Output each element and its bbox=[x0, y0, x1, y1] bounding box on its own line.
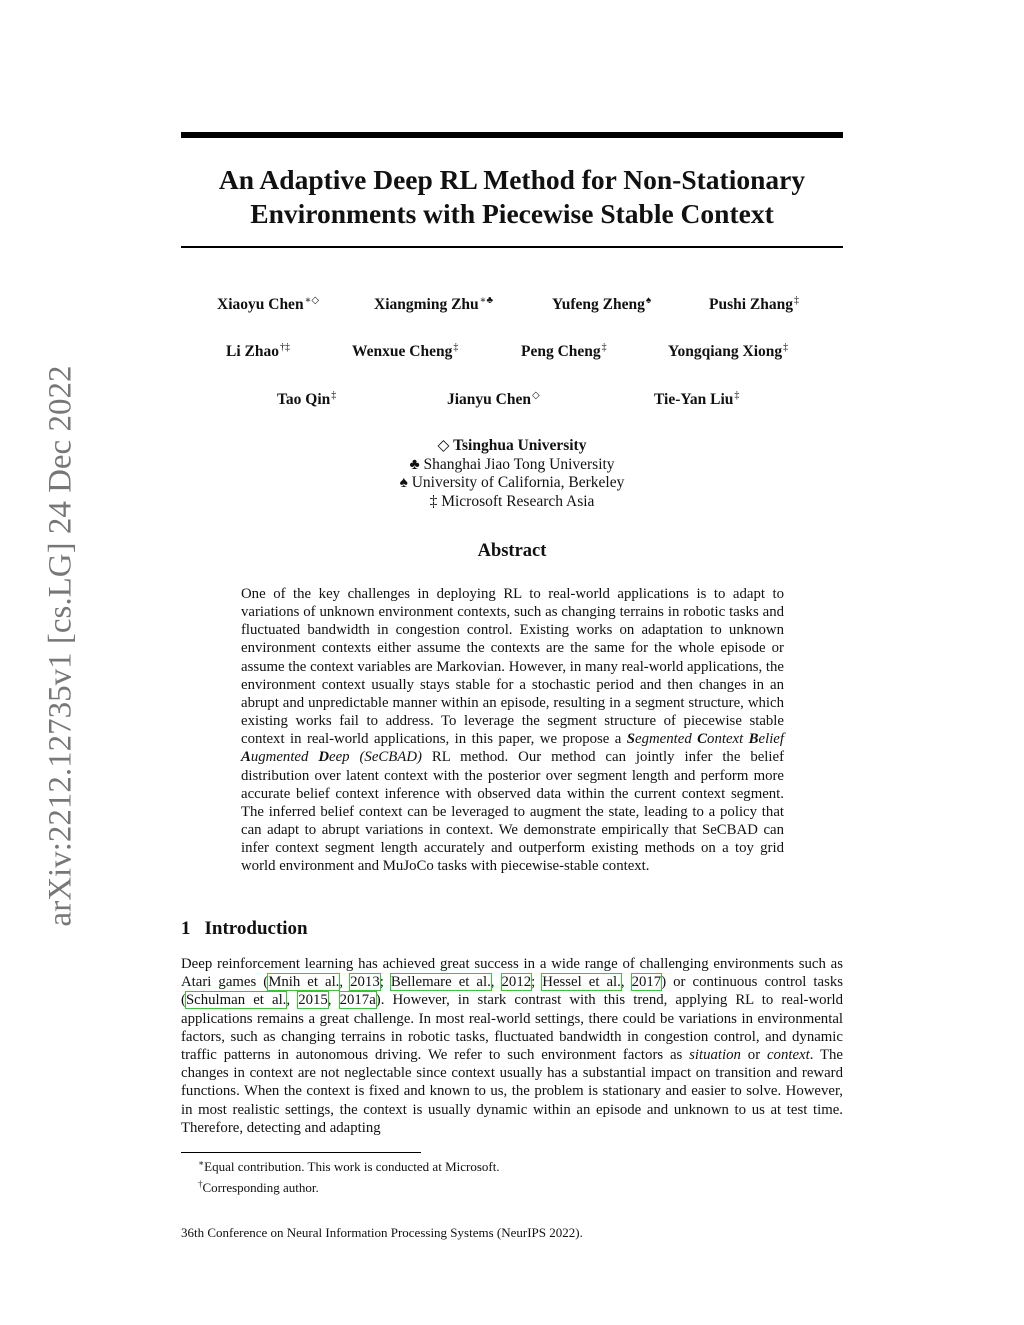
author-name: Xiangming Zhu bbox=[374, 296, 479, 313]
author-tie-yan-liu bbox=[654, 390, 739, 409]
author-affiliation-mark: ◇ bbox=[532, 390, 540, 401]
affiliation-name: Shanghai Jiao Tong University bbox=[423, 455, 615, 473]
emphasized-term: situation bbox=[689, 1047, 741, 1064]
author-name: Li Zhao bbox=[226, 343, 279, 360]
affiliation-msra bbox=[300, 493, 724, 512]
intro-text-part: ) or continuous control tasks ( bbox=[181, 974, 844, 1009]
author-name: Tie-Yan Liu bbox=[654, 391, 734, 408]
citation-link[interactable]: 2013 bbox=[350, 974, 380, 991]
footnote-text: Equal contribution. This work is conducted at Microsoft. bbox=[204, 1159, 500, 1174]
citation-link[interactable]: Bellemare et al. bbox=[390, 974, 491, 991]
arxiv-identifier[interactable]: arXiv:2212.12735v1 [cs.LG] 24 Dec 2022 bbox=[42, 365, 79, 927]
affiliation-tsinghua bbox=[300, 437, 724, 456]
affiliation-berkeley bbox=[300, 474, 724, 493]
citation-link[interactable]: 2017a bbox=[339, 992, 376, 1009]
abstract-text-part: RL method. Our method can jointly infer the belief distribution over latent context with the posterior over segment length and perform more accurate belief context inference with observed data within the current context segment. The inferred belief context can be leveraged to augment the state, leading to a policy that can adapt to abrupt variations in context. We demonstrate empirically that SeCBAD can infer context segment length accurately and outperform existing methods on a toy grid world environment and MuJoCo tasks with piecewise-stable context. bbox=[241, 749, 785, 875]
abstract-heading: Abstract bbox=[477, 541, 547, 561]
author-affiliation-mark: ‡ bbox=[601, 342, 607, 353]
venue-footer: 36th Conference on Neural Information Processing Systems (NeurIPS 2022). bbox=[181, 1225, 583, 1240]
author-affiliation-mark: ‡ bbox=[453, 342, 459, 353]
introduction-text bbox=[181, 955, 843, 1137]
citation-link[interactable]: 2017 bbox=[631, 974, 662, 991]
author-name: Tao Qin bbox=[277, 391, 331, 408]
citation-link[interactable]: Hessel et al. bbox=[542, 974, 621, 991]
affiliations bbox=[300, 437, 724, 511]
footnote-mark: † bbox=[198, 1178, 203, 1189]
author-tao-qin bbox=[277, 390, 336, 409]
title-bottom-rule bbox=[181, 246, 843, 248]
emphasized-term: context bbox=[766, 1047, 810, 1064]
title-top-rule bbox=[181, 132, 843, 138]
method-name-part: ontext bbox=[707, 731, 749, 748]
author-affiliation-mark: †‡ bbox=[279, 342, 290, 353]
intro-text-part: Deep reinforcement learning has achieved great success in a wide range of challenging environments such as Atari games ( bbox=[181, 956, 843, 991]
affiliation-symbol: ♣ bbox=[409, 455, 420, 473]
affiliation-symbol: ‡ bbox=[429, 492, 438, 510]
author-name: Jianyu Chen bbox=[447, 391, 531, 408]
intro-text-part: . The changes in context are not neglectable since context usually has a substantial impact on transition and reward functions. When the context is fixed and known to us, the problem is stationary and easier to solve. However, in most realistic settings, the context is usually dynamic within an episode and unknown to us at test time. Therefore, detecting and adapting bbox=[181, 1047, 844, 1136]
author-jianyu-chen bbox=[447, 390, 540, 409]
footnote-equal-contribution bbox=[198, 1155, 798, 1176]
section-number: 1 bbox=[181, 918, 191, 939]
method-name-part: ugmented bbox=[250, 749, 319, 766]
citation-separator: , bbox=[620, 974, 632, 991]
intro-text-part: or bbox=[740, 1047, 767, 1064]
author-affiliation-mark: ‡ bbox=[783, 342, 789, 353]
affiliation-sjtu bbox=[300, 456, 724, 475]
author-affiliation-mark: ‡ bbox=[794, 295, 800, 306]
author-yufeng-zheng bbox=[552, 295, 651, 314]
affiliation-symbol: ♠ bbox=[399, 474, 408, 491]
author-affiliation-mark: ‡ bbox=[331, 390, 337, 401]
abstract-text bbox=[241, 585, 784, 876]
footnote-corresponding-author bbox=[198, 1176, 798, 1197]
citation-link[interactable]: 2015 bbox=[298, 992, 328, 1009]
footnote-mark: ∗ bbox=[198, 1158, 205, 1168]
author-affiliation-mark: ∗♣ bbox=[479, 295, 494, 306]
affiliation-symbol: ◇ bbox=[437, 437, 450, 454]
author-name: Yufeng Zheng bbox=[552, 296, 645, 313]
author-wenxue-cheng bbox=[352, 342, 458, 361]
citation-separator: , bbox=[339, 974, 351, 991]
footnotes bbox=[198, 1155, 798, 1196]
method-name-initial: B bbox=[748, 731, 759, 748]
citation-separator: , bbox=[286, 992, 299, 1009]
citation-link[interactable]: 2012 bbox=[501, 974, 532, 991]
author-affiliation-mark: ∗◇ bbox=[304, 295, 320, 306]
affiliation-name: Microsoft Research Asia bbox=[441, 492, 595, 510]
affiliation-name: University of California, Berkeley bbox=[411, 474, 625, 491]
citation-separator: , bbox=[490, 974, 502, 991]
author-xiangming-zhu bbox=[374, 295, 493, 314]
method-name-part: eep (SeCBAD) bbox=[329, 749, 422, 766]
footnote-rule bbox=[181, 1152, 421, 1153]
author-affiliation-mark: ♠ bbox=[645, 295, 652, 306]
citation-separator: ; bbox=[379, 974, 391, 991]
author-peng-cheng bbox=[521, 342, 607, 361]
citation-link[interactable]: Schulman et al. bbox=[185, 992, 287, 1009]
method-name-initial: S bbox=[626, 731, 636, 748]
abstract-text-part: One of the key challenges in deploying RL to real-world applications is to adapt to variations of unknown environment contexts, such as changing terrains in robotic tasks and fluctuated bandwidth in congestion control. Existing works on adaptation to unknown environment contexts either assume the contexts are the same for the whole episode or assume the context variables are Markovian. However, in many real-world applications, the environment context usually stays stable for a stochastic period and then changes in an abrupt and unpredictable manner within an episode, resulting in a segment structure, which existing works fail to address. To leverage the segment structure of piecewise stable context in real-world applications, in this paper, we propose a bbox=[241, 586, 784, 748]
author-name: Peng Cheng bbox=[521, 343, 601, 360]
method-name-initial: C bbox=[697, 731, 708, 748]
method-name-part: egmented bbox=[635, 731, 698, 748]
paper-title bbox=[181, 163, 843, 231]
citation-separator: , bbox=[327, 992, 340, 1009]
author-name: Xiaoyu Chen bbox=[217, 296, 304, 313]
author-yongqiang-xiong bbox=[668, 342, 788, 361]
section-title: Introduction bbox=[204, 918, 308, 939]
author-name: Yongqiang Xiong bbox=[668, 343, 783, 360]
title-line-1: An Adaptive Deep RL Method for Non-Stationary bbox=[218, 164, 806, 195]
method-name-part: elief bbox=[758, 731, 784, 748]
section-heading-introduction bbox=[181, 918, 308, 940]
intro-text-part: ). However, in stark contrast with this trend, applying RL to real-world applications remains a great challenge. In most real-world settings, there could be variations in environmental factors, such as changing terrains in robotic tasks, fluctuated bandwidth in congestion control, and dynamic traffic patterns in autonomous driving. We refer to such environment factors as bbox=[181, 992, 844, 1064]
citation-separator: ; bbox=[531, 974, 543, 991]
author-li-zhao bbox=[226, 342, 290, 361]
author-pushi-zhang bbox=[709, 295, 799, 314]
author-xiaoyu-chen bbox=[217, 295, 319, 314]
method-name-initial: A bbox=[241, 749, 251, 766]
author-name: Wenxue Cheng bbox=[352, 343, 453, 360]
title-line-2: Environments with Piecewise Stable Context bbox=[250, 198, 774, 229]
footnote-text: Corresponding author. bbox=[202, 1179, 319, 1195]
citation-link[interactable]: Mnih et al. bbox=[268, 974, 340, 991]
author-name: Pushi Zhang bbox=[709, 296, 794, 313]
affiliation-name: Tsinghua University bbox=[453, 437, 587, 454]
method-name-initial: D bbox=[318, 749, 330, 766]
author-affiliation-mark: ‡ bbox=[734, 390, 740, 401]
